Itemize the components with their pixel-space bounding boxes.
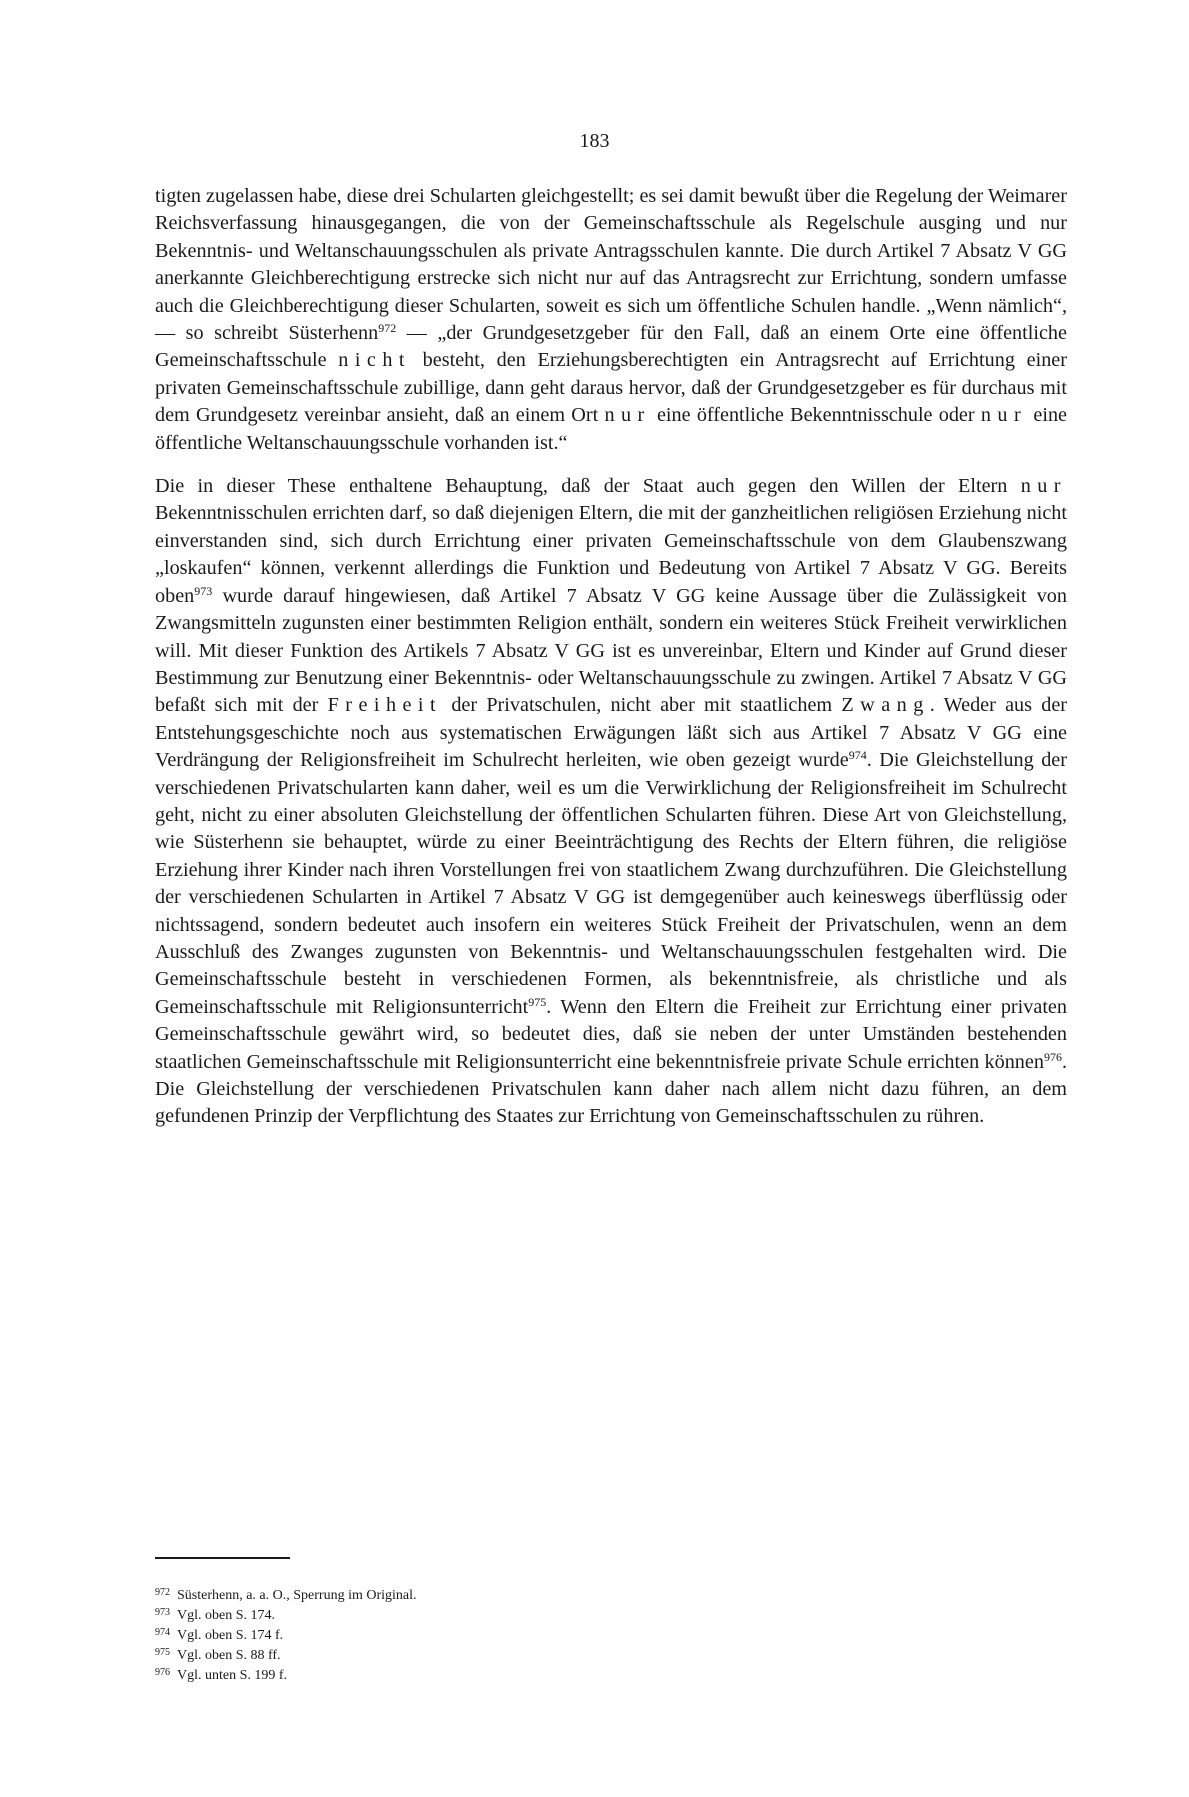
footnote-973 [155, 1604, 855, 1624]
text-run: . Weder aus der Entstehungsgeschichte noch aus systematischen Erwägungen läßt sich aus Artikel 7 Absatz V GG eine Verdrängung der Religionsfreiheit im Schulrecht herleiten, wie oben gezeigt wurde [155, 694, 1067, 772]
text-run: Die in dieser These enthaltene Behauptung, daß der Staat auch gegen den Willen der Eltern [155, 475, 1021, 498]
footnote-number: 975 [155, 1647, 170, 1658]
footnote-974 [155, 1624, 855, 1644]
footnote-text: Vgl. unten S. 199 f. [177, 1668, 288, 1683]
footnote-number: 974 [155, 1627, 170, 1638]
text-run: tigten zugelassen habe, diese drei Schularten gleichgestellt; es sei damit bewußt über die Regelung der Weimarer Reichsverfassung hinausgegangen, die von der Gemeinschaftsschule als Regelschule ausging und nur Bekenntnis- und Weltanschauungsschulen als private Antragsschulen kannte. Die durch Artikel 7 Absatz V GG anerkannte Gleichberechtigung erstrecke sich nicht nur auf das Antragsrecht zur Errichtung, sondern umfasse auch die Gleichberechtigung dieser Schularten, soweit es sich um öffentliche Schulen handle. „Wenn nämlich“, — so schreibt Süsterhenn [155, 185, 1067, 345]
footnote-text: Süsterhenn, a. a. O., Sperrung im Original. [177, 1588, 417, 1603]
footnote-number: 973 [155, 1607, 170, 1618]
paragraph-1 [155, 183, 1067, 457]
text-run: der Privatschulen, nicht aber mit staatlichem [442, 694, 842, 717]
footnote-separator [155, 1557, 290, 1559]
text-run: eine öffentliche Weltanschauungsschule vorhanden ist.“ [155, 404, 1068, 454]
emphasis-spaced: nicht [338, 349, 411, 372]
text-run: wurde darauf hingewiesen, daß Artikel 7 Absatz V GG keine Aussage über die Zulässigkeit von Zwangsmitteln zugunsten einer bestimmten Religion enthält, sondern ein weiteres Stück Freiheit verwirklichen will. Mit dieser Funktion des Artikels 7 Absatz V GG ist es unvereinbar, Eltern und Kinder auf Grund dieser Bestimmung zur Benutzung einer Bekenntnis- oder Weltanschauungsschule zu zwingen. Artikel 7 Absatz V GG befaßt sich mit der [155, 584, 1067, 717]
footnote-reference-975: 975 [528, 994, 547, 1009]
text-run: Bekenntnisschulen errichten darf, so daß diejenigen Eltern, die mit der ganzheitlichen religiösen Erziehung nicht einverstanden sind, sich durch Errichtung einer privaten Gemeinschaftsschule von dem Glaubenszwang „loskaufen“ können, verkennt allerdings die Funktion und Bedeutung von Artikel 7 Absatz V GG. Bereits oben [155, 502, 1067, 607]
footnote-number: 976 [155, 1667, 170, 1678]
footnote-number: 972 [155, 1587, 170, 1598]
page-number: 183 [579, 130, 610, 152]
footnotes [155, 1584, 855, 1684]
footnote-976 [155, 1664, 855, 1684]
footnote-text: Vgl. oben S. 88 ff. [177, 1648, 281, 1663]
footnote-975 [155, 1644, 855, 1664]
footnote-reference-973: 973 [194, 583, 213, 598]
text-run: — „der Grundgesetzgeber für den Fall, daß an einem Orte eine öffentliche Gemeinschaftsschule [155, 322, 1067, 372]
footnote-reference-974: 974 [848, 748, 867, 763]
emphasis-spaced: nur [1020, 475, 1067, 498]
emphasis-spaced: Zwang [841, 694, 930, 717]
footnote-972 [155, 1584, 855, 1604]
text-run: . Die Gleichstellung der verschiedenen Privatschularten kann daher, weil es um die Verwirklichung der Religionsfreiheit im Schulrecht geht, nicht zu einer absoluten Gleichstellung der öffentlichen Schularten führen. Diese Art von Gleichstellung, wie Süsterhenn sie behauptet, würde zu einer Beeinträchtigung des Rechts der Eltern führen, die religiöse Erziehung ihrer Kinder nach ihren Vorstellungen frei von staatlichem Zwang durchzuführen. Die Gleichstellung der verschiedenen Schularten in Artikel 7 Absatz V GG ist demgegenüber auch keineswegs überflüssig oder nichtssagend, sondern bedeutet auch insofern ein weiteres Stück Freiheit der Privatschulen, wenn an dem Ausschluß des Zwanges zugunsten von Bekenntnis- und Weltanschauungsschulen festgehalten wird. Die Gemeinschaftsschule besteht in verschiedenen Formen, als bekenntnisfreie, als christliche und als Gemeinschaftsschule mit Religionsunterricht [155, 749, 1067, 1018]
main-text [155, 183, 1067, 1131]
emphasis-spaced: Freiheit [327, 694, 443, 717]
footnote-text: Vgl. oben S. 174. [177, 1608, 275, 1623]
paragraph-2 [155, 473, 1067, 1131]
emphasis-spaced: nur [980, 404, 1028, 427]
text-run: eine öffentliche Bekenntnisschule oder [650, 404, 981, 427]
text-run: . Die Gleichstellung der verschiedenen Privatschulen kann daher nach allem nicht dazu führen, an dem gefundenen Prinzip der Verpflichtung des Staates zur Errichtung von Gemeinschaftsschulen zu rühren. [155, 1050, 1067, 1128]
footnote-reference-976: 976 [1043, 1049, 1062, 1064]
emphasis-spaced: nur [604, 404, 651, 427]
footnote-text: Vgl. oben S. 174 f. [177, 1628, 284, 1643]
footnote-reference-972: 972 [378, 321, 397, 336]
text-run: besteht, den Erziehungsberechtigten ein Antragsrecht auf Errichtung einer privaten Gemeinschaftsschule zubillige, dann geht daraus hervor, daß der Grundgesetzgeber es für durchaus mit dem Grundgesetz vereinbar ansieht, daß an einem Ort [155, 349, 1067, 427]
text-run: . Wenn den Eltern die Freiheit zur Errichtung einer privaten Gemeinschaftsschule gewährt wird, so bedeutet dies, daß sie neben der unter Umständen bestehenden staatlichen Gemeinschaftsschule mit Religionsunterricht eine bekenntnisfreie private Schule errichten können [155, 995, 1067, 1073]
